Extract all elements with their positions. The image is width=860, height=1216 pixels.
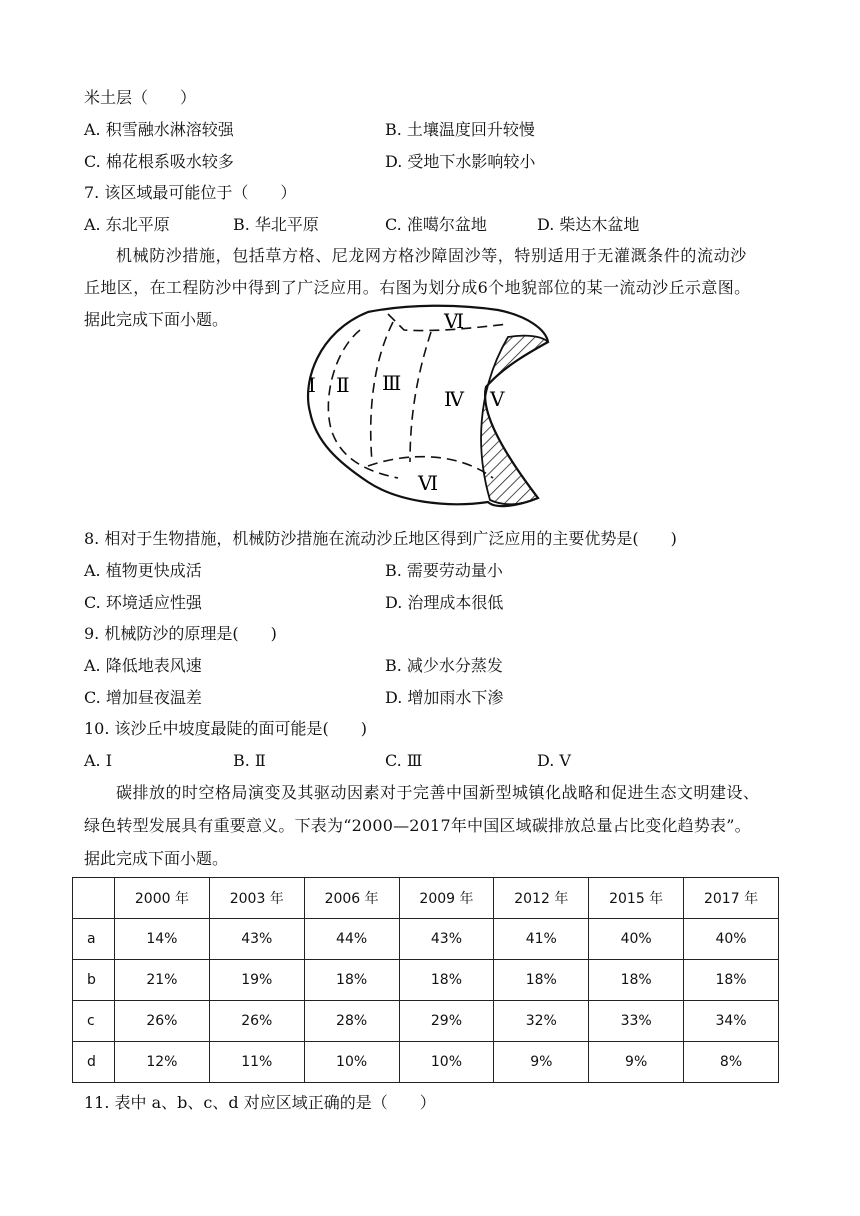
table-cell: 10% xyxy=(399,1042,494,1083)
table-cell: 29% xyxy=(399,1001,494,1042)
row-label-a: a xyxy=(73,919,115,960)
q11-stem: 11. 表中 a、b、c、d 对应区域正确的是（ ） xyxy=(84,1093,436,1112)
table-cell: 32% xyxy=(494,1001,589,1042)
table-cell: 18% xyxy=(589,960,684,1001)
table-row xyxy=(73,960,779,1001)
row-label-b: b xyxy=(73,960,115,1001)
row-label-d: d xyxy=(73,1042,115,1083)
passage1-line3: 据此完成下面小题。 xyxy=(84,310,229,329)
q7-option-d: D. 柴达木盆地 xyxy=(537,215,640,234)
table-cell: 18% xyxy=(494,960,589,1001)
q6-option-a: A. 积雪融水淋溶较强 xyxy=(84,120,234,139)
label-v: Ⅴ xyxy=(490,387,505,411)
passage1-line1: 机械防沙措施，包括草方格、尼龙网方格沙障固沙等，特别适用于无灌溉条件的流动沙 xyxy=(116,246,747,265)
table-cell: 26% xyxy=(115,1001,210,1042)
table-header-cell: 2017 年 xyxy=(684,878,779,919)
table-cell: 8% xyxy=(684,1042,779,1083)
passage2-line2: 绿色转型发展具有重要意义。下表为“2000—2017年中国区域碳排放总量占比变化趋势表”。 xyxy=(84,816,751,835)
table-header-row xyxy=(73,878,779,919)
passage2-line1: 碳排放的时空格局演变及其驱动因素对于完善中国新型城镇化战略和促进生态文明建设、 xyxy=(116,783,760,802)
q6-stem-tail: 米土层（ ） xyxy=(84,88,197,107)
table-header-cell: 2012 年 xyxy=(494,878,589,919)
q6-option-d: D. 受地下水影响较小 xyxy=(385,152,536,171)
carbon-emission-table xyxy=(72,877,779,1083)
table-cell: 40% xyxy=(589,919,684,960)
table-cell: 10% xyxy=(304,1042,399,1083)
q8-option-c: C. 环境适应性强 xyxy=(84,593,202,612)
q10-option-d: D. Ⅴ xyxy=(537,751,571,770)
q10-option-a: A. Ⅰ xyxy=(84,751,113,770)
q10-stem: 10. 该沙丘中坡度最陡的面可能是( ) xyxy=(84,719,368,738)
table-cell: 11% xyxy=(209,1042,304,1083)
q8-option-a: A. 植物更快成活 xyxy=(84,561,202,580)
q6-option-c: C. 棉花根系吸水较多 xyxy=(84,152,234,171)
label-i: Ⅰ xyxy=(308,373,316,397)
q9-option-b: B. 减少水分蒸发 xyxy=(385,656,503,675)
table-cell: 9% xyxy=(494,1042,589,1083)
table-row xyxy=(73,1001,779,1042)
table-cell: 43% xyxy=(399,919,494,960)
table-cell: 34% xyxy=(684,1001,779,1042)
table-header-cell: 2009 年 xyxy=(399,878,494,919)
table-header-cell xyxy=(73,878,115,919)
table-row xyxy=(73,1042,779,1083)
table-row xyxy=(73,919,779,960)
q8-option-d: D. 治理成本很低 xyxy=(385,593,504,612)
q7-option-b: B. 华北平原 xyxy=(233,215,319,234)
q9-option-c: C. 增加昼夜温差 xyxy=(84,688,202,707)
q8-stem: 8. 相对于生物措施，机械防沙措施在流动沙丘地区得到广泛应用的主要优势是( ) xyxy=(84,529,677,548)
table-header-cell: 2000 年 xyxy=(115,878,210,919)
table-cell: 19% xyxy=(209,960,304,1001)
table-cell: 14% xyxy=(115,919,210,960)
q7-option-a: A. 东北平原 xyxy=(84,215,170,234)
table-cell: 26% xyxy=(209,1001,304,1042)
table-cell: 41% xyxy=(494,919,589,960)
table-cell: 18% xyxy=(399,960,494,1001)
table-cell: 40% xyxy=(684,919,779,960)
sand-dune-diagram xyxy=(298,302,552,510)
table-cell: 44% xyxy=(304,919,399,960)
passage1-line2: 丘地区，在工程防沙中得到了广泛应用。右图为划分成6个地貌部位的某一流动沙丘示意图。 xyxy=(84,278,751,297)
label-ii: Ⅱ xyxy=(336,373,350,397)
label-vi-bottom: Ⅵ xyxy=(418,471,439,495)
row-label-c: c xyxy=(73,1001,115,1042)
label-iv: Ⅳ xyxy=(444,387,464,411)
table-cell: 33% xyxy=(589,1001,684,1042)
table-cell: 43% xyxy=(209,919,304,960)
q9-option-a: A. 降低地表风速 xyxy=(84,656,202,675)
table-header-cell: 2003 年 xyxy=(209,878,304,919)
table-header-cell: 2006 年 xyxy=(304,878,399,919)
q10-option-c: C. Ⅲ xyxy=(385,751,423,770)
q7-stem: 7. 该区域最可能位于（ ） xyxy=(84,183,297,202)
table-cell: 18% xyxy=(304,960,399,1001)
q10-option-b: B. Ⅱ xyxy=(233,751,266,770)
q9-option-d: D. 增加雨水下渗 xyxy=(385,688,504,707)
q6-option-b: B. 土壤温度回升较慢 xyxy=(385,120,535,139)
table-cell: 12% xyxy=(115,1042,210,1083)
table-cell: 28% xyxy=(304,1001,399,1042)
table-cell: 18% xyxy=(684,960,779,1001)
label-iii: Ⅲ xyxy=(382,371,402,395)
q9-stem: 9. 机械防沙的原理是( ) xyxy=(84,624,277,643)
label-vi-top: Ⅵ xyxy=(444,309,465,333)
q7-option-c: C. 准噶尔盆地 xyxy=(385,215,487,234)
table-cell: 21% xyxy=(115,960,210,1001)
q8-option-b: B. 需要劳动量小 xyxy=(385,561,503,580)
passage2-line3: 据此完成下面小题。 xyxy=(84,849,229,868)
table-header-cell: 2015 年 xyxy=(589,878,684,919)
table-cell: 9% xyxy=(589,1042,684,1083)
